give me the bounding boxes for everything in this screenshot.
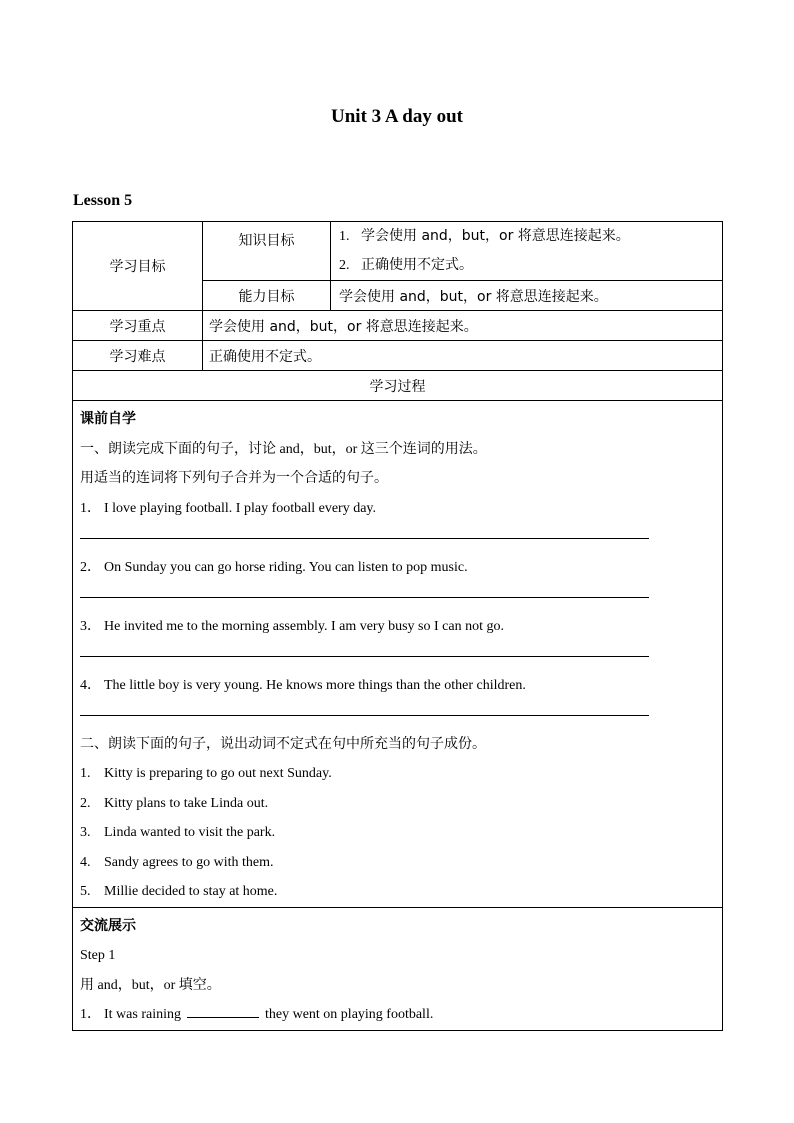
list-item: 4. Sandy agrees to go with them. xyxy=(80,854,274,870)
list-item: 2. Kitty plans to take Linda out. xyxy=(80,795,269,811)
exchange-heading: 交流展示 xyxy=(80,917,136,934)
exchange-instruction: 用 and，but，or 填空。 xyxy=(80,977,221,993)
self-study-section xyxy=(73,401,723,908)
difficulty-label: 学习难点 xyxy=(73,341,203,371)
self-study-heading: 课前自学 xyxy=(80,411,136,427)
ability-text: 学会使用 and，but，or 将意思连接起来。 xyxy=(331,281,723,311)
list-item: 1. Kitty is preparing to go out next Sunday. xyxy=(80,766,332,781)
process-heading: 学习过程 xyxy=(73,371,723,401)
goals-label: 学习目标 xyxy=(73,222,203,311)
list-item: 3. Linda wanted to visit the park. xyxy=(80,825,276,840)
list-item: 5. Millie decided to stay at home. xyxy=(80,884,278,899)
knowledge-item: 1. 学会使用 and，but，or 将意思连接起来。 xyxy=(339,228,630,244)
key-point-label: 学习重点 xyxy=(73,311,203,341)
exchange-section xyxy=(73,907,723,1030)
exercise-sentence: 2． On Sunday you can go horse riding. You can listen to pop music. xyxy=(80,559,468,575)
part1-instruction: 一、朗读完成下面的句子，讨论 and，but，or 这三个连词的用法。 xyxy=(80,441,487,457)
lesson-heading: Lesson 5 xyxy=(73,192,133,209)
exercise-sentence: 1． I love playing football. I play football every day. xyxy=(80,500,377,516)
knowledge-goals xyxy=(331,222,723,281)
part1-subinstruction: 用适当的连词将下列句子合并为一个合适的句子。 xyxy=(80,471,388,486)
answer-line[interactable] xyxy=(80,641,715,671)
knowledge-item: 2. 正确使用不定式。 xyxy=(339,257,473,273)
document-title: Unit 3 A day out xyxy=(331,106,463,127)
fill-blank-sentence: 1． It was raining they went on playing football. xyxy=(80,1000,715,1030)
part2-instruction: 二、朗读下面的句子，说出动词不定式在句中所充当的句子成份。 xyxy=(80,736,486,752)
fill-blank[interactable] xyxy=(187,1003,259,1018)
ability-label: 能力目标 xyxy=(203,281,331,311)
difficulty-text: 正确使用不定式。 xyxy=(203,341,723,371)
lesson-plan-table xyxy=(72,221,723,1031)
answer-line[interactable] xyxy=(80,523,715,553)
key-point-text: 学会使用 and，but，or 将意思连接起来。 xyxy=(203,311,723,341)
exercise-sentence: 4． The little boy is very young. He knows more things than the other children. xyxy=(80,677,526,693)
answer-line[interactable] xyxy=(80,700,715,730)
answer-line[interactable] xyxy=(80,582,715,612)
knowledge-label: 知识目标 xyxy=(203,222,331,281)
step-label: Step 1 xyxy=(80,948,116,963)
exercise-sentence: 3． He invited me to the morning assembly. I am very busy so I can not go. xyxy=(80,618,504,634)
